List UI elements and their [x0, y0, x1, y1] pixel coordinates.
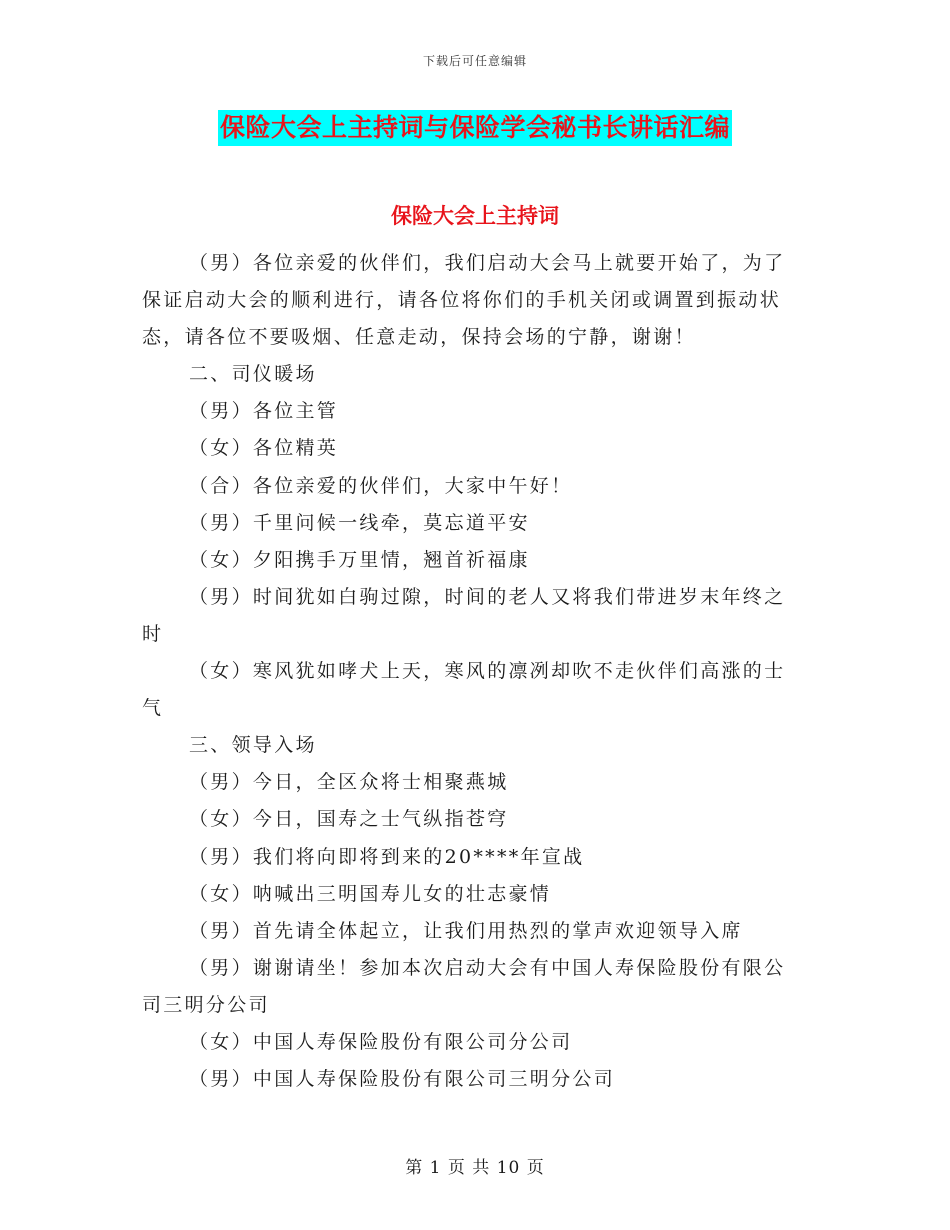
document-title: 保险大会上主持词与保险学会秘书长讲话汇编 — [218, 110, 732, 146]
document-body — [142, 245, 806, 1098]
paragraph: （男）千里问候一线牵，莫忘道平安 — [189, 511, 530, 534]
paragraph: （女）中国人寿保险股份有限公司分公司 — [189, 1030, 573, 1053]
paragraph: （合）各位亲爱的伙伴们，大家中午好！ — [189, 474, 573, 497]
section-title: 保险大会上主持词 — [391, 204, 559, 228]
paragraph: （男）我们将向即将到来的20****年宣战 — [189, 845, 585, 868]
paragraph: （男）各位主管 — [189, 400, 339, 423]
paragraph: （男）首先请全体起立，让我们用热烈的掌声欢迎领导入席 — [189, 919, 743, 942]
paragraph: （男）各位亲爱的伙伴们，我们启动大会马上就要开始了，为了保证启动大会的顺利进行，请各位将你们的手机关闭或调置到振动状态，请各位不要吸烟、任意走动，保持会场的宁静，谢谢！ — [142, 252, 786, 349]
page-footer-number: 第 1 页 共 10 页 — [405, 1158, 545, 1178]
section-heading: 三、领导入场 — [189, 734, 317, 757]
paragraph: （男）谢谢请坐！参加本次启动大会有中国人寿保险股份有限公司三明分公司 — [142, 956, 786, 1016]
paragraph: （男）时间犹如白驹过隙，时间的老人又将我们带进岁末年终之时 — [142, 585, 786, 645]
paragraph: （男）中国人寿保险股份有限公司三明分公司 — [189, 1068, 616, 1091]
paragraph: （男）今日，全区众将士相聚燕城 — [189, 771, 509, 794]
paragraph: （女）夕阳携手万里情，翘首祈福康 — [189, 548, 530, 571]
page-header-note: 下载后可任意编辑 — [422, 54, 527, 68]
paragraph: （女）寒风犹如哮犬上天，寒风的凛冽却吹不走伙伴们高涨的士气 — [142, 660, 786, 720]
paragraph: （女）各位精英 — [189, 437, 339, 460]
document-title-container — [0, 110, 950, 146]
paragraph: （女）呐喊出三明国寿儿女的壮志豪情 — [189, 882, 552, 905]
paragraph: （女）今日，国寿之士气纵指苍穹 — [189, 808, 509, 831]
section-heading: 二、司仪暖场 — [189, 363, 317, 386]
